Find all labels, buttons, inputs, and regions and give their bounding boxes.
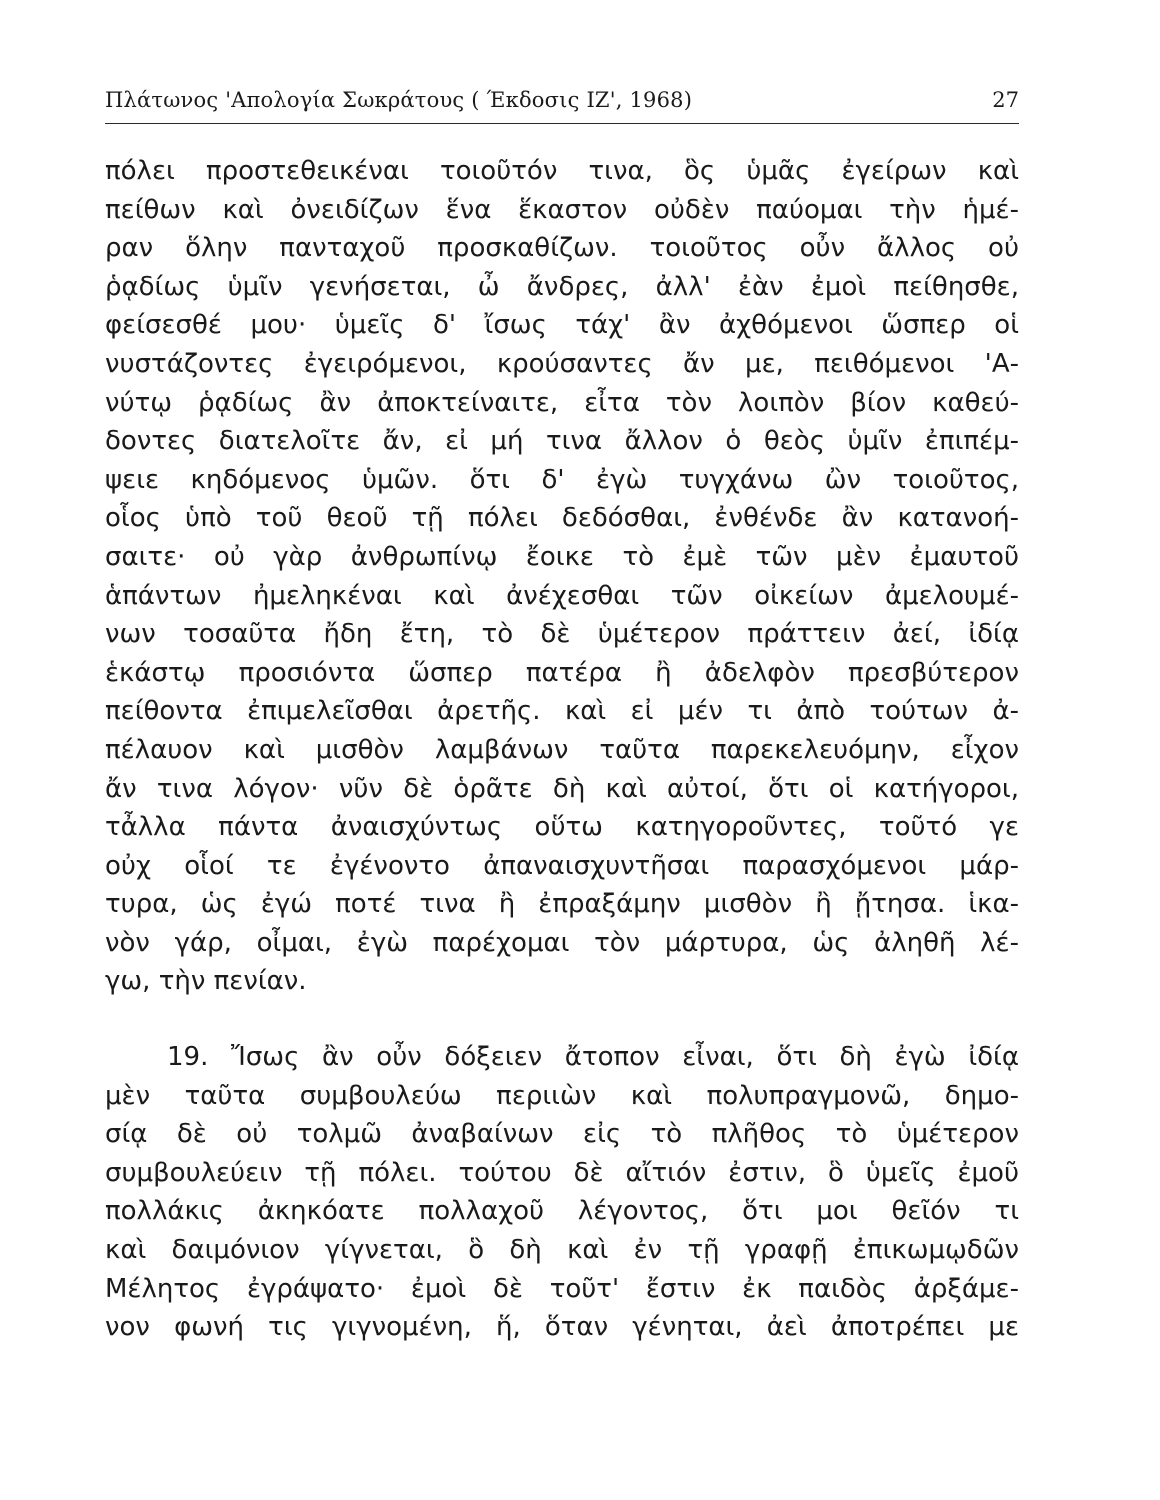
- text-line: πέλαυον καὶ μισθὸν λαμβάνων ταῦτα παρεκελευόμην, εἶχον: [105, 734, 1019, 765]
- running-title: Πλάτωνος 'Απολογία Σωκράτους ( Έκδοσις ΙΖ', 1968): [105, 88, 693, 112]
- text-line: σαιτε· οὐ γὰρ ἀνθρωπίνῳ ἔοικε τὸ ἐμὲ τῶν μὲν ἐμαυτοῦ: [105, 541, 1019, 572]
- running-head: [105, 88, 1019, 122]
- text-line: πείθων καὶ ὀνειδίζων ἕνα ἕκαστον οὐδὲν παύομαι τὴν ἡμέ-: [105, 194, 1019, 225]
- text-line: Μέλητος ἐγράψατο· ἐμοὶ δὲ τοῦτ' ἔστιν ἐκ παιδὸς ἀρξάμε-: [105, 1273, 1019, 1304]
- text-line: ἄν τινα λόγον· νῦν δὲ ὁρᾶτε δὴ καὶ αὐτοί, ὅτι οἱ κατήγοροι,: [105, 773, 1019, 804]
- page-number: 27: [992, 88, 1019, 112]
- text-line: πολλάκις ἀκηκόατε πολλαχοῦ λέγοντος, ὅτι μοι θεῖόν τι: [105, 1196, 1019, 1227]
- text-line: τἆλλα πάντα ἀναισχύντως οὕτω κατηγοροῦντες, τοῦτό γε: [105, 812, 1019, 843]
- text-line: ψειε κηδόμενος ὑμῶν. ὅτι δ' ἐγὼ τυγχάνω ὢν τοιοῦτος,: [105, 464, 1019, 495]
- paragraph-gap: [105, 1001, 1019, 1038]
- paragraph-2: [105, 1038, 1019, 1347]
- paragraph-1: [105, 152, 1019, 1001]
- text-line: ῥᾳδίως ὑμῖν γενήσεται, ὦ ἄνδρες, ἀλλ' ἐὰν ἐμοὶ πείθησθε,: [105, 271, 1019, 302]
- text-line: συμβουλεύειν τῇ πόλει. τούτου δὲ αἴτιόν ἐστιν, ὃ ὑμεῖς ἐμοῦ: [105, 1157, 1019, 1188]
- text-line: φείσεσθέ μου· ὑμεῖς δ' ἴσως τάχ' ἂν ἀχθόμενοι ὥσπερ οἱ: [105, 310, 1019, 341]
- text-line: ραν ὅλην πανταχοῦ προσκαθίζων. τοιοῦτος οὖν ἄλλος οὐ: [105, 233, 1019, 264]
- text-line: δοντες διατελοῖτε ἄν, εἰ μή τινα ἄλλον ὁ θεὸς ὑμῖν ἐπιπέμ-: [105, 426, 1019, 457]
- text-line: νύτῳ ῥᾳδίως ἂν ἀποκτείναιτε, εἶτα τὸν λοιπὸν βίον καθεύ-: [105, 387, 1019, 418]
- text-line: 19. Ἴσως ἂν οὖν δόξειεν ἄτοπον εἶναι, ὅτι δὴ ἐγὼ ἰδίᾳ: [167, 1042, 1019, 1073]
- text-line: μὲν ταῦτα συμβουλεύω περιιὼν καὶ πολυπραγμονῶ, δημο-: [105, 1080, 1019, 1111]
- text-line: ἑκάστῳ προσιόντα ὥσπερ πατέρα ἢ ἀδελφὸν πρεσβύτερον: [105, 657, 1019, 688]
- text-line: νον φωνή τις γιγνομένη, ἥ, ὅταν γένηται, ἀεὶ ἀποτρέπει με: [105, 1312, 1019, 1343]
- text-line: νὸν γάρ, οἶμαι, ἐγὼ παρέχομαι τὸν μάρτυρα, ὡς ἀληθῆ λέ-: [105, 927, 1019, 958]
- text-line: τυρα, ὡς ἐγώ ποτέ τινα ἢ ἐπραξάμην μισθὸν ἢ ᾔτησα. ἱκα-: [105, 889, 1019, 920]
- main-text: [105, 152, 1019, 1347]
- text-line: ἁπάντων ἠμεληκέναι καὶ ἀνέχεσθαι τῶν οἰκείων ἀμελουμέ-: [105, 580, 1019, 611]
- text-line: πόλει προστεθεικέναι τοιοῦτόν τινα, ὃς ὑμᾶς ἐγείρων καὶ: [105, 156, 1019, 186]
- text-line: οἷος ὑπὸ τοῦ θεοῦ τῇ πόλει δεδόσθαι, ἐνθένδε ἂν κατανοή-: [105, 503, 1019, 534]
- text-line: καὶ δαιμόνιον γίγνεται, ὃ δὴ καὶ ἐν τῇ γραφῇ ἐπικωμῳδῶν: [105, 1235, 1019, 1266]
- text-line: γω, τὴν πενίαν.: [105, 966, 307, 997]
- text-line: οὐχ οἷοί τε ἐγένοντο ἀπαναισχυντῆσαι παρασχόμενοι μάρ-: [105, 850, 1019, 881]
- text-line: σίᾳ δὲ οὐ τολμῶ ἀναβαίνων εἰς τὸ πλῆθος τὸ ὑμέτερον: [105, 1119, 1019, 1150]
- text-line: πείθοντα ἐπιμελεῖσθαι ἀρετῆς. καὶ εἰ μέν τι ἀπὸ τούτων ἀ-: [105, 696, 1019, 727]
- header-rule: [105, 123, 1019, 124]
- text-line: νων τοσαῦτα ἤδη ἔτη, τὸ δὲ ὑμέτερον πράττειν ἀεί, ἰδίᾳ: [105, 619, 1019, 650]
- text-line: νυστάζοντες ἐγειρόμενοι, κρούσαντες ἄν με, πειθόμενοι 'Α-: [105, 348, 1019, 379]
